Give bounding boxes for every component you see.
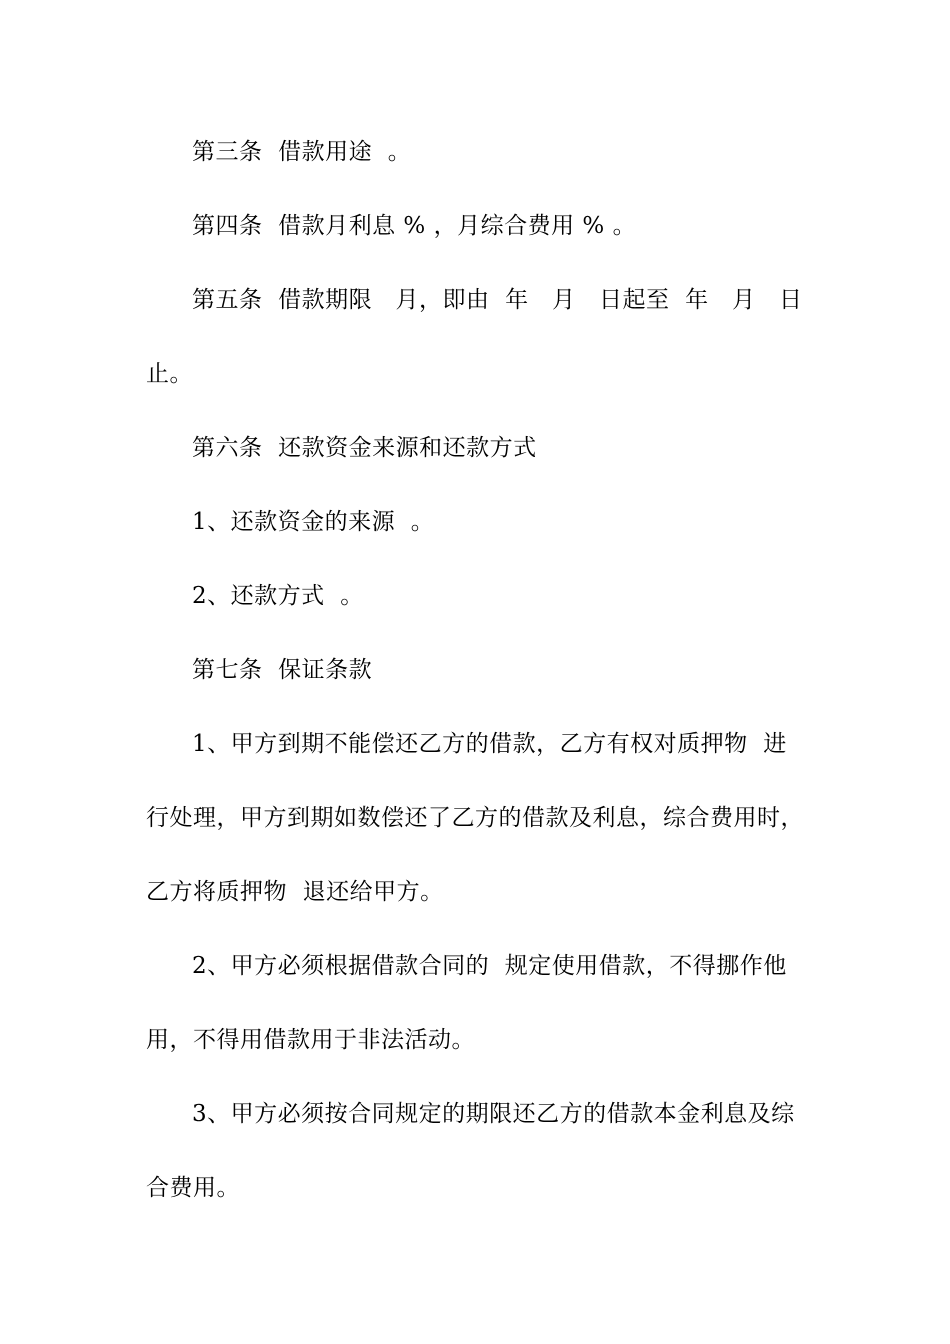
article-6-heading: 第六条 还款资金来源和还款方式 — [192, 435, 537, 461]
article-7-item-2-line-1: 2、甲方必须根据借款合同的 规定使用借款，不得挪作他 — [192, 953, 787, 979]
article-7-item-3-line-1: 3、甲方必须按合同规定的期限还乙方的借款本金利息及综 — [192, 1101, 795, 1127]
article-4-line: 第四条 借款月利息 % ，月综合费用 % 。 — [192, 213, 637, 239]
article-7-item-1-line-3: 乙方将质押物 退还给甲方。 — [146, 879, 444, 905]
article-5-continuation: 止。 — [146, 361, 193, 387]
article-7-item-3-line-2: 合费用。 — [146, 1175, 240, 1201]
article-7-item-1-line-2: 行处理，甲方到期如数偿还了乙方的借款及利息，综合费用时， — [146, 805, 804, 831]
article-3-line: 第三条 借款用途 。 — [192, 139, 412, 165]
article-6-item-1: 1、还款资金的来源 。 — [192, 509, 435, 535]
article-7-item-1-line-1: 1、甲方到期不能偿还乙方的借款，乙方有权对质押物 进 — [192, 731, 787, 757]
article-7-item-2-line-2: 用，不得用借款用于非法活动。 — [146, 1027, 475, 1053]
article-5-line: 第五条 借款期限 月，即由 年 月 日起至 年 月 日 — [192, 287, 803, 313]
article-6-item-2: 2、还款方式 。 — [192, 583, 364, 609]
article-7-heading: 第七条 保证条款 — [192, 657, 373, 683]
